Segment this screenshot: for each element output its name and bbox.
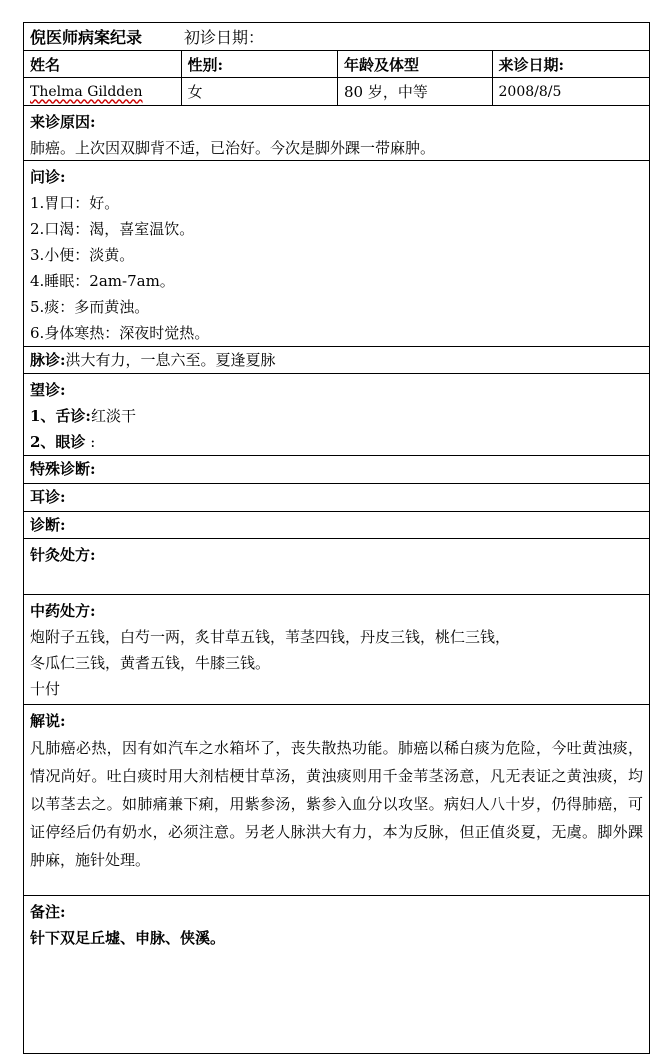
tongue-label: 1、舌诊: — [30, 407, 91, 425]
age-value: 80 岁，中等 — [338, 78, 493, 105]
explanation-section — [24, 705, 649, 896]
sex-value: 女 — [182, 78, 339, 105]
explanation-title: 解说: — [30, 712, 66, 730]
herbal-title: 中药处方: — [30, 602, 96, 620]
ear-title: 耳诊: — [30, 488, 66, 506]
sex-header: 性别: — [182, 51, 339, 77]
explanation-text: 凡肺癌必热，因有如汽车之水箱坏了，丧失散热功能。肺癌以稀白痰为危险，今吐黄浊痰，情况尚好。吐白痰时用大剂桔梗甘草汤，黄浊痰则用千金苇茎汤意，凡无表证之黄浊痰，均以苇茎去之。如肺痛兼下痢，用紫参汤，紫参入血分以攻坚。病妇人八十岁，仍得肺癌，可证停经后仍有奶水，必须注意。另老人脉洪大有力，本为反脉，但正值炎夏，无虞。脚外踝肿麻，施针处理。 — [30, 739, 643, 869]
notes-section — [24, 896, 649, 1056]
patient-name: Thelma Gildden — [30, 83, 143, 100]
herbal-line: 冬瓜仁三钱，黄耆五钱，牛膝三钱。 — [30, 654, 271, 672]
special-section — [24, 456, 649, 484]
inspection-title: 望诊: — [30, 381, 66, 399]
inquiry-section — [24, 161, 649, 347]
inquiry-item: 5.痰：多而黄浊。 — [30, 298, 150, 316]
visit-date-value: 2008/8/5 — [498, 83, 562, 100]
name-header: 姓名 — [24, 51, 182, 77]
record-title: 倪医师病案纪录 — [30, 28, 143, 47]
diagnosis-title: 诊断: — [30, 516, 66, 534]
header-row — [24, 23, 649, 51]
first-visit-label: 初诊日期： — [184, 28, 265, 47]
inquiry-item: 4.睡眠：2am-7am。 — [30, 272, 175, 290]
herbal-line: 炮附子五钱，白芍一两，炙甘草五钱，苇茎四钱，丹皮三钱，桃仁三钱， — [30, 628, 511, 646]
patient-table-values — [24, 78, 649, 106]
name-value — [24, 78, 182, 105]
acupuncture-title: 针灸处方: — [30, 546, 96, 564]
age-header: 年龄及体型 — [338, 51, 493, 77]
inquiry-title: 问诊: — [30, 168, 66, 186]
inquiry-item: 2.口渴：渴，喜室温饮。 — [30, 220, 195, 238]
reason-title: 来诊原因: — [30, 113, 96, 131]
pulse-section — [24, 347, 649, 374]
patient-table-header — [24, 51, 649, 78]
special-title: 特殊诊断: — [30, 460, 96, 478]
case-record-sheet — [23, 22, 650, 1054]
reason-section — [24, 106, 649, 161]
herbal-section — [24, 595, 649, 705]
tongue-text: 红淡干 — [90, 407, 136, 425]
acupuncture-section — [24, 539, 649, 595]
diagnosis-section — [24, 512, 649, 539]
pulse-title: 脉诊: — [30, 351, 66, 369]
inquiry-item: 3.小便：淡黄。 — [30, 246, 135, 264]
header-cell — [24, 23, 649, 50]
notes-text: 针下双足丘墟、申脉、侠溪。 — [30, 929, 226, 947]
inquiry-item: 1.胃口：好。 — [30, 194, 120, 212]
notes-title: 备注: — [30, 903, 66, 921]
reason-text: 肺癌。上次因双脚背不适，已治好。今次是脚外踝一带麻肿。 — [30, 139, 436, 157]
eye-label: 2、眼诊 — [30, 433, 86, 451]
pulse-text: 洪大有力，一息六至。夏逢夏脉 — [65, 351, 276, 369]
inquiry-item: 6.身体寒热：深夜时觉热。 — [30, 324, 210, 342]
eye-text: : — [90, 433, 96, 451]
eye-line — [30, 429, 643, 455]
tongue-line — [30, 403, 643, 429]
ear-section — [24, 484, 649, 512]
herbal-line: 十付 — [30, 680, 61, 698]
visit-date-header: 来诊日期: — [498, 55, 565, 74]
inspection-section — [24, 374, 649, 456]
